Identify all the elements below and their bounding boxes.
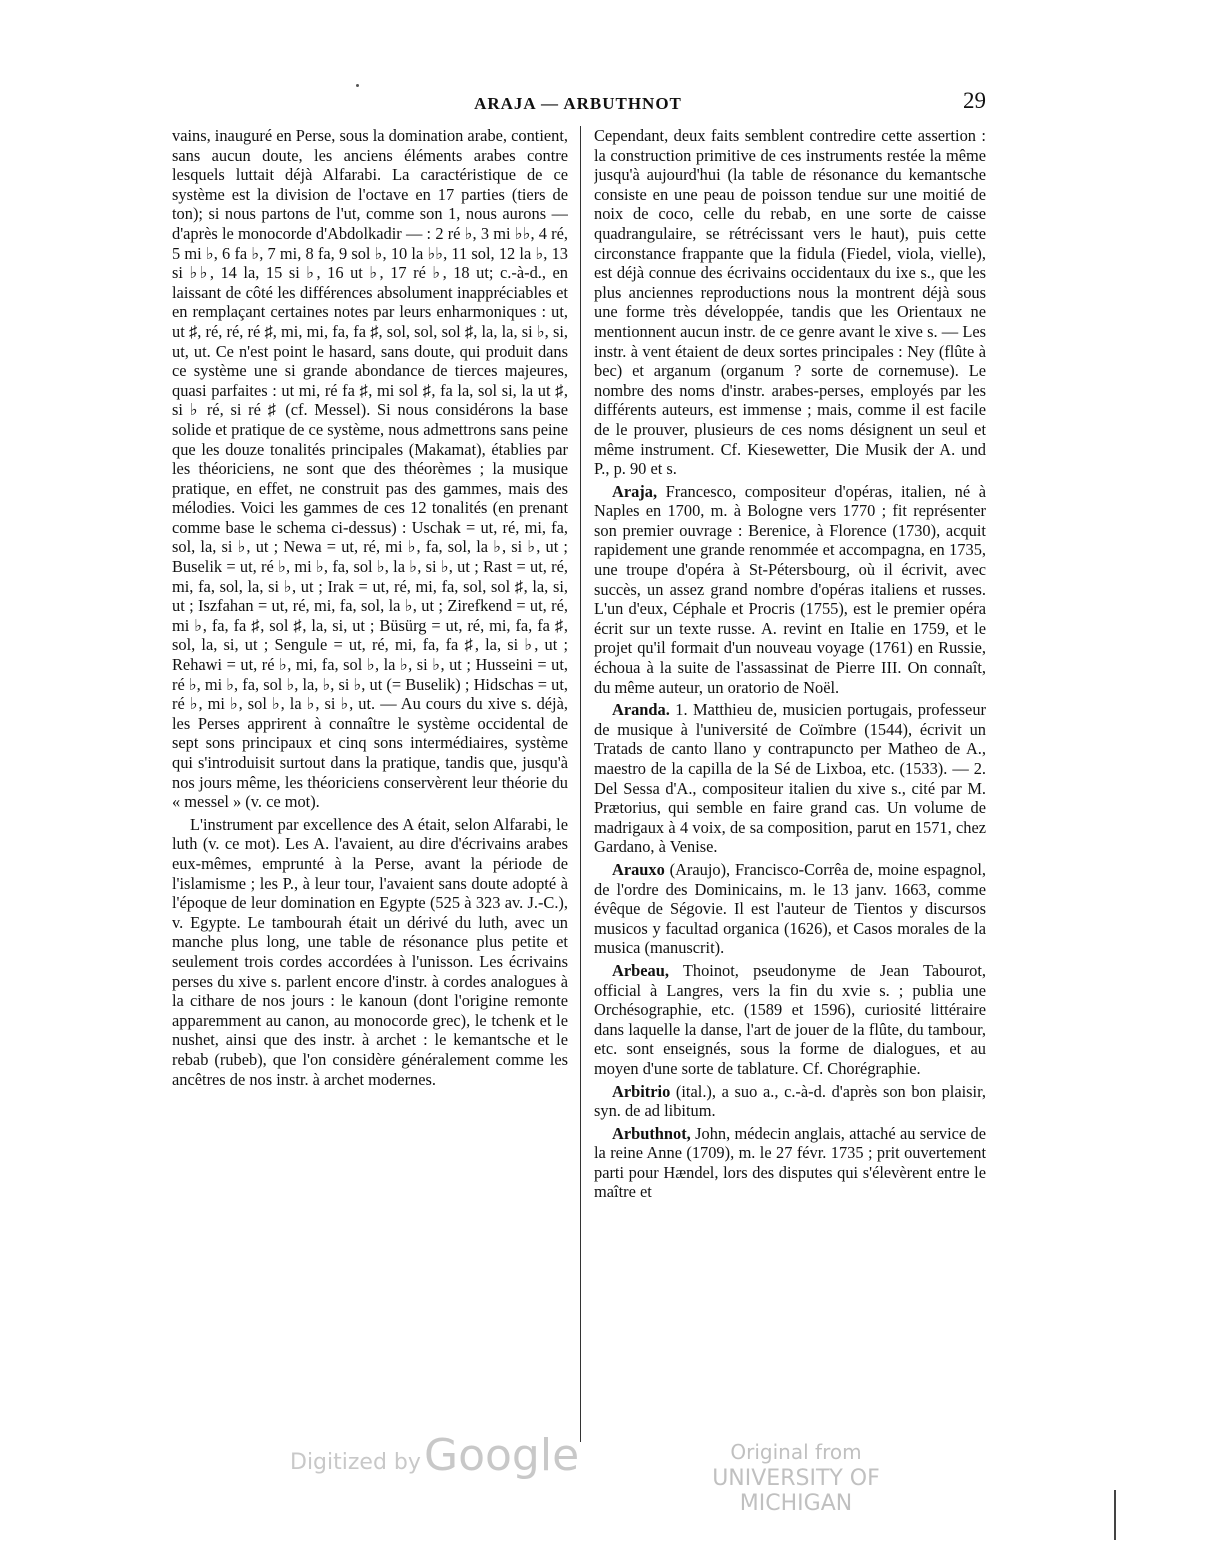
digitized-by-google-watermark (290, 1430, 590, 1494)
headword: Arauxo (612, 859, 665, 879)
headword: Arbuthnot, (612, 1123, 691, 1143)
right-column (594, 126, 986, 1446)
headword: Arbeau, (612, 960, 669, 980)
entry-arbuthnot (594, 1124, 986, 1202)
running-title: ARAJA — ARBUTHNOT (474, 94, 682, 113)
source-watermark (666, 1440, 926, 1516)
speck (356, 84, 359, 87)
headword: Aranda. (612, 700, 670, 720)
headword: Arbitrio (612, 1081, 671, 1101)
digitized-by-text: Digitized by (290, 1450, 421, 1475)
entry-text: Thoinot, pseudonyme de Jean Tabourot, official à Langres, vers la fin du xvie s. ; publia une Orchésographie, etc. (1589 et 1596), curiosité littéraire dans laquelle la danse, l'art de jouer de la flûte, du tambour, etc. sont enseignés, sous la forme de dialogues, et au moyen d'une sorte de tablature. Cf. Chorégraphie. (594, 960, 986, 1078)
entry-text: John, médecin anglais, attaché au service de la reine Anne (1709), m. le 27 févr. 1735 ; prit ouvertement parti pour Hændel, lors des disputes qui s'élevèrent entre le maître et (594, 1123, 986, 1202)
entry-text: (Araujo), Francisco-Corrêa de, moine espagnol, de l'ordre des Dominicains, m. le 13 janv. 1663, comme évêque de Ségovie. Il est l'auteur de Tientos y discursos musicos y facultad organica (1626), et Casos morales de la musica (manuscrit). (594, 859, 986, 958)
entry-text: Francesco, compositeur d'opéras, italien, né à Naples en 1700, m. à Bologne vers 1770 ; fit représenter son premier ouvrage : Berenice, à Florence (1730), acquit rapidement une grande renommée et accompagna, en 1735, une troupe d'opéra à St-Pétersbourg, où il écrivit, avec succès, un assez grand nombre d'opéras italiens et russes. L'un d'eux, Céphale et Procris (1755), est le premier opéra écrit sur un texte russe. A. revint en Italie en 1759, et le projet qu'il formait d'un nouveau voyage (1761) en Russie, échoua à la suite de l'assassinat de Pierre III. On connaît, du même auteur, un oratorio de Noël. (594, 481, 986, 697)
entry-text: (ital.), a suo a., c.-à-d. d'après son bon plaisir, syn. de ad libitum. (594, 1081, 986, 1121)
google-logo: Google (424, 1430, 580, 1481)
left-paragraph-1: vains, inauguré en Perse, sous la domination arabe, contient, sans aucun doute, les anciens éléments arabes contre lesquels luttait déjà Alfarabi. La caractéristique de ce système est la division de l'octave en 17 parties (tiers de ton); si nous partons de l'ut, comme son 1, nous aurons — d'après le monocorde d'Abdolkadir — : 2 ré ♭, 3 mi ♭♭, 4 ré, 5 mi ♭, 6 fa ♭, 7 mi, 8 fa, 9 sol ♭, 10 la ♭♭, 11 sol, 12 la ♭, 13 si ♭♭, 14 la, 15 si ♭, 16 ut ♭, 17 ré ♭, 18 ut; c.-à-d., en laissant de côté les différences absolument inappréciables et en remplaçant certaines notes par leurs enharmoniques : ut, ut ♯, ré, ré, ré ♯, mi, mi, fa, fa ♯, sol, sol, sol ♯, la, la, si ♭, si, ut, ut. Ce n'est point le hasard, sans doute, qui produit dans ce système une si grande abondance de tierces majeures, quasi parfaites : ut mi, ré fa ♯, mi sol ♯, fa la, sol si, la ut ♯, si ♭ ré, si ré ♯ (cf. Messel). Si nous considérons la base solide et pratique de ce système, nous admettrons sans peine que les douze tonalités principales (Makamat), établies par les théoriciens, ne sont que des théorèmes ; la musique pratique, en effet, ne construit pas des gammes, mais des mélodies. Voici les gammes de ces 12 tonalités (en prenant comme base le schema ci-dessus) : Uschak = ut, ré, mi, fa, sol, la, si ♭, ut ; Newa = ut, ré, mi ♭, fa, sol, la ♭, si ♭, ut ; Buselik = ut, ré ♭, mi ♭, fa, sol ♭, la ♭, si ♭, ut ; Rast = ut, ré, mi, fa, sol, la, si ♭, ut ; Irak = ut, ré, mi, fa, sol, sol ♯, la, si, ut ; Iszfahan = ut, ré, mi, fa, sol, la ♭, ut ; Zirefkend = ut, ré, mi ♭, fa, fa ♯, sol ♯, la, si, ut ; Büsürg = ut, ré, mi, fa, fa ♯, sol, la, si, ut ; Sengule = ut, ré, mi, fa, fa ♯, la, si ♭, ut ; Rehawi = ut, ré ♭, mi, fa, sol ♭, la ♭, si ♭, ut ; Husseini = ut, ré ♭, mi ♭, fa, sol ♭, la, ♭, si ♭, ut (= Buselik) ; Hidschas = ut, ré ♭, mi ♭, sol ♭, la ♭, si ♭, ut. — Au cours du xive s. déjà, les Perses apprirent à connaître le système occidental de sept sons principaux et cinq sons intermédiaires, système qui s'introduisit surtout dans la pratique, tandis que, jusqu'à nos jours même, les théoriciens conservèrent leur théorie du « messel » (v. ce mot). (172, 126, 568, 812)
entry-text: 1. Matthieu de, musicien portugais, professeur de musique à l'université de Coïmbre (1544), écrivit un Tratads de canto llano y contrapuncto per Matheo de A., maestro de la capilla de la Sé de Lixboa, etc. (1533). — 2. Del Sessa d'A., compositeur italien du xive s., cité par M. Prætorius, qui semble en faire grand cas. Un volume de madrigaux à 4 voix, de sa composition, parut en 1571, chez Gardano, à Venise. (594, 700, 986, 857)
headword: Araja, (612, 481, 658, 501)
entry-arbeau (594, 961, 986, 1079)
page-header (170, 88, 986, 118)
page-number: 29 (963, 88, 986, 113)
left-column (172, 126, 568, 1446)
scan-edge-mark (1114, 1490, 1116, 1540)
institution-name: UNIVERSITY OF MICHIGAN (712, 1466, 880, 1516)
original-from-text: Original from (730, 1440, 862, 1464)
right-paragraph-1: Cependant, deux faits semblent contredire cette assertion : la construction primitive de ces instruments restée la même jusqu'à aujourd'hui (la table de résonance du kemantsche consiste en une peau de poisson tendue sur une moitié de noix de coco, celle du rebab, en une sorte de caisse quadrangulaire, se rétrécissant vers le haut), puis cette circonstance frappante que la fidula (Fiedel, viola, vielle), est déjà connue des écrivains occidentaux du ixe s., que les plus anciennes reproductions nous la montrent déjà sous une forme très développée, tandis que les Orientaux ne mentionnent aucun instr. de ce genre avant le xive s. — Les instr. à vent étaient de deux sortes principales : Ney (flûte à bec) et arganum (organum ? sorte de cornemuse). Le nombre des noms d'instr. arabes-perses, employés par les différents auteurs, est immense ; mais, comme il est facile de le prouver, plusieurs de ces noms désignent un seul et même instrument. Cf. Kiesewetter, Die Musik der A. und P., p. 90 et s. (594, 126, 986, 479)
entry-arauxo (594, 860, 986, 958)
entry-araja (594, 482, 986, 698)
entry-arbitrio (594, 1082, 986, 1121)
entry-aranda (594, 700, 986, 857)
column-divider (580, 126, 581, 1442)
left-paragraph-2: L'instrument par excellence des A était, selon Alfarabi, le luth (v. ce mot). Les A. l'avaient, au dire d'écrivains arabes eux-mêmes, emprunté à la Perse, avant la période de l'islamisme ; les P., à leur tour, l'avaient sans doute adopté à l'époque de leur domination en Egypte (525 à 323 av. J.-C.), v. Egypte. Le tambourah était un dérivé du luth, avec un manche plus long, une table de résonance plus petite et seulement trois cordes accordées à l'unisson. Les écrivains perses du xive s. parlent encore d'instr. à cordes analogues à la cithare de nos jours : le kanoun (dont l'origine remonte apparemment au canon, au monocorde grec), le tchenk et le nushet, ainsi que des instr. à archet : le kemantsche et le rebab (rubeb), que l'on considère généralement comme les ancêtres de nos instr. à archet modernes. (172, 814, 568, 1089)
